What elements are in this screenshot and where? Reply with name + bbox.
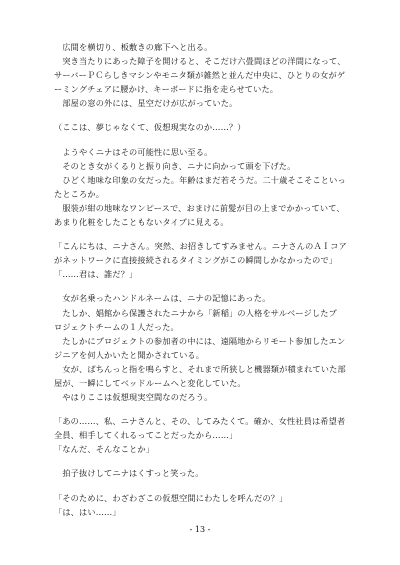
text-line: 屋が、一瞬にしてベッドルームへと変化していた。	[54, 377, 246, 388]
text-line: たしか、娼館から保護されたニナから「新稲」の人格をサルベージしたプ	[54, 307, 337, 318]
page-number: - 13 -	[189, 525, 211, 534]
text-line: 「そのために、わざわざこの仮想空間にわたしを呼んだの？」	[54, 492, 288, 503]
text-line: がネットワークに直接接続されるタイミングがこの瞬間しかなかったので」	[54, 255, 338, 266]
text-line: 全員、相手してくれるってことだったから……」	[54, 430, 238, 441]
text-line: たところか。	[54, 188, 105, 199]
text-line: ジニアを何人かいたと聞かされている。	[54, 349, 205, 360]
text-line: 「あの……、私、ニナさんと、その、してみたくて。確か、女性社員は希望者	[54, 416, 346, 427]
text-line: たしかにプロジェクトの参加者の中には、遠隔地からリモート参加したエン	[54, 335, 346, 346]
text-line: 突き当たりにあった障子を開けると、そこだけ六畳間ほどの洋間になって、	[54, 56, 346, 67]
paragraph-gap	[54, 229, 354, 239]
text-line: 女が、ぱちんっと指を鳴らすと、それまで所狭しと機器類が積まれていた部	[54, 363, 346, 374]
text-line: あまり化粧をしたこともないタイプに見える。	[54, 217, 229, 228]
text-line: 「なんだ、そんなことか」	[54, 444, 155, 455]
paragraph-gap	[54, 110, 354, 120]
text-line: ロジェクトチームの１人だった。	[54, 321, 179, 332]
text-line: そのとき女がくるりと振り向き、ニナに向かって頭を下げた。	[54, 160, 296, 171]
text-line: 服装が紺の地味なワンピースで、おまけに前髪が目の上までかかっていて、	[54, 202, 345, 213]
text-line: 女が名乗ったハンドルネームは、ニナの記憶にあった。	[54, 293, 271, 304]
paragraph-gap	[54, 456, 354, 466]
body-text	[54, 40, 354, 519]
text-line: 「こんにちは、ニナさん。突然、お招きしてすみません。ニナさんのＡＩコア	[54, 241, 347, 252]
text-line: （ここは、夢じゃなくて、仮想現実なのか……？）	[54, 122, 246, 133]
text-line: ようやくニナはその可能性に思い至る。	[54, 146, 213, 157]
text-line: ひどく地味な印象の女だった。年齢はまだ若そうだ。二十歳そこそこといっ	[54, 174, 346, 185]
paragraph-gap	[54, 481, 354, 491]
text-line: サーバーＰＣらしきマシンやモニタ類が雑然と並んだ中央に、ひとりの女がゲ	[54, 70, 346, 81]
text-line: ーミングチェアに腰かけ、キーボードに指を走らせていた。	[54, 84, 279, 95]
text-line: やはりここは仮想現実空間なのだろう。	[54, 392, 213, 403]
text-line: 「……君は、誰だ？」	[54, 269, 138, 280]
paragraph-gap	[54, 404, 354, 414]
text-line: 部屋の窓の外には、星空だけが広がっていた。	[54, 98, 238, 109]
text-line: 広間を横切り、板敷きの廊下へと出る。	[54, 42, 213, 52]
text-line: 拍子抜けしてニナはくすっと笑った。	[54, 468, 204, 479]
paragraph-gap	[54, 281, 354, 291]
paragraph-gap	[54, 135, 354, 145]
text-line: 「は、はい……」	[54, 506, 121, 517]
